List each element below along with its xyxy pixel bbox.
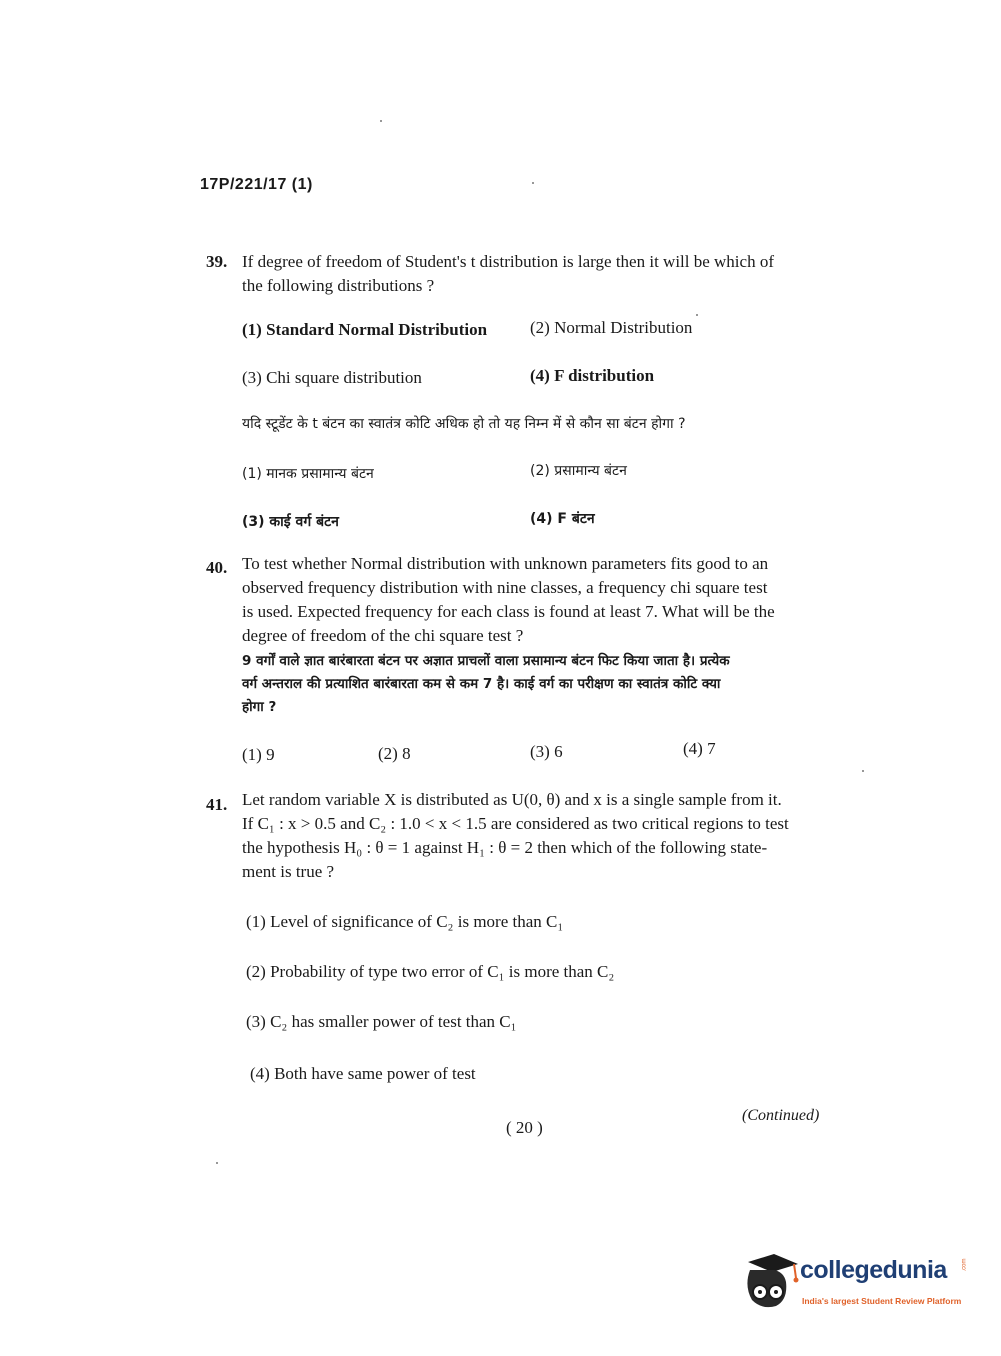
collegedunia-logo xyxy=(740,1250,970,1320)
question-39-hindi-option-3: (3) काई वर्ग बंटन xyxy=(242,514,339,530)
question-39-number: 39. xyxy=(206,252,228,271)
question-40-hindi-line-2: वर्ग अन्तराल की प्रत्याशित बारंबारता कम से कम 7 है। काई वर्ग का परीक्षण का स्वातंत्र कोटि क्या xyxy=(242,676,721,692)
question-39-line-2: the following distributions ? xyxy=(242,276,435,295)
question-41-number: 41. xyxy=(206,795,228,814)
question-39-text xyxy=(242,250,822,298)
question-41-line-1: Let random variable X is distributed as U(0, θ) and x is a single sample from it. xyxy=(242,790,782,809)
question-40-line-1: To test whether Normal distribution with unknown parameters fits good to an xyxy=(242,554,769,573)
paper-code: 17P/221/17 (1) xyxy=(200,176,313,193)
question-40-line-2: observed frequency distribution with nine classes, a frequency chi square test xyxy=(242,578,768,597)
question-41-option-2: (2) Probability of type two error of C₁ is more than C₂ xyxy=(246,962,615,981)
question-40-option-2: (2) 8 xyxy=(378,744,411,763)
continued-label: (Continued) xyxy=(742,1107,820,1124)
question-41-line-4: ment is true ? xyxy=(242,862,335,881)
question-39-option-3: (3) Chi square distribution xyxy=(242,368,422,387)
scan-speck xyxy=(216,1162,218,1164)
question-39-hindi-option-2: (2) प्रसामान्य बंटन xyxy=(530,463,627,479)
logo-domain: .com xyxy=(961,1258,968,1272)
mascot-icon xyxy=(740,1250,802,1320)
question-39-hindi-option-4: (4) F बंटन xyxy=(530,511,595,527)
question-40-option-1: (1) 9 xyxy=(242,745,275,764)
question-41-line-2: If C₁ : x > 0.5 and C₂ : 1.0 < x < 1.5 are considered as two critical regions to test xyxy=(242,814,789,833)
scan-speck xyxy=(380,120,382,122)
question-41-option-1: (1) Level of significance of C₂ is more than C₁ xyxy=(246,912,564,931)
question-40-line-4: degree of freedom of the chi square test ? xyxy=(242,626,524,645)
question-41-option-3: (3) C₂ has smaller power of test than C₁ xyxy=(246,1012,517,1031)
question-40-line-3: is used. Expected frequency for each class is found at least 7. What will be the xyxy=(242,602,775,621)
question-39-option-4: (4) F distribution xyxy=(530,366,655,385)
question-39-hindi-option-1: (1) मानक प्रसामान्य बंटन xyxy=(242,466,374,482)
page-number: ( 20 ) xyxy=(506,1118,543,1137)
question-40-hindi-line-3: होगा ? xyxy=(242,699,277,715)
question-39-option-1: (1) Standard Normal Distribution xyxy=(242,320,488,339)
question-40-hindi-text xyxy=(242,650,842,719)
logo-wordmark: collegedunia xyxy=(800,1256,947,1284)
question-41-option-4: (4) Both have same power of test xyxy=(250,1064,476,1083)
question-40-option-3: (3) 6 xyxy=(530,742,563,761)
question-39-option-2: (2) Normal Distribution xyxy=(530,318,693,337)
scan-speck xyxy=(862,770,864,772)
question-40-number: 40. xyxy=(206,558,228,577)
question-40-option-4: (4) 7 xyxy=(683,739,716,758)
scan-speck xyxy=(696,314,698,316)
logo-tagline: India's largest Student Review Platform xyxy=(802,1296,962,1306)
question-39-hindi-text: यदि स्टूडेंट के t बंटन का स्वातंत्र कोटि अधिक हो तो यह निम्न में से कौन सा बंटन होगा ? xyxy=(242,416,686,432)
question-39-line-1: If degree of freedom of Student's t distribution is large then it will be which of xyxy=(242,252,774,271)
scan-speck xyxy=(532,182,534,184)
question-40-hindi-line-1: 9 वर्गों वाले ज्ञात बारंबारता बंटन पर अज्ञात प्राचलों वाला प्रसामान्य बंटन फिट किया जाता है। प्रत्येक xyxy=(242,653,730,669)
question-41-line-3: the hypothesis H₀ : θ = 1 against H₁ : θ = 2 then which of the following state- xyxy=(242,838,768,857)
question-41-text xyxy=(242,788,832,884)
question-40-text xyxy=(242,552,832,648)
